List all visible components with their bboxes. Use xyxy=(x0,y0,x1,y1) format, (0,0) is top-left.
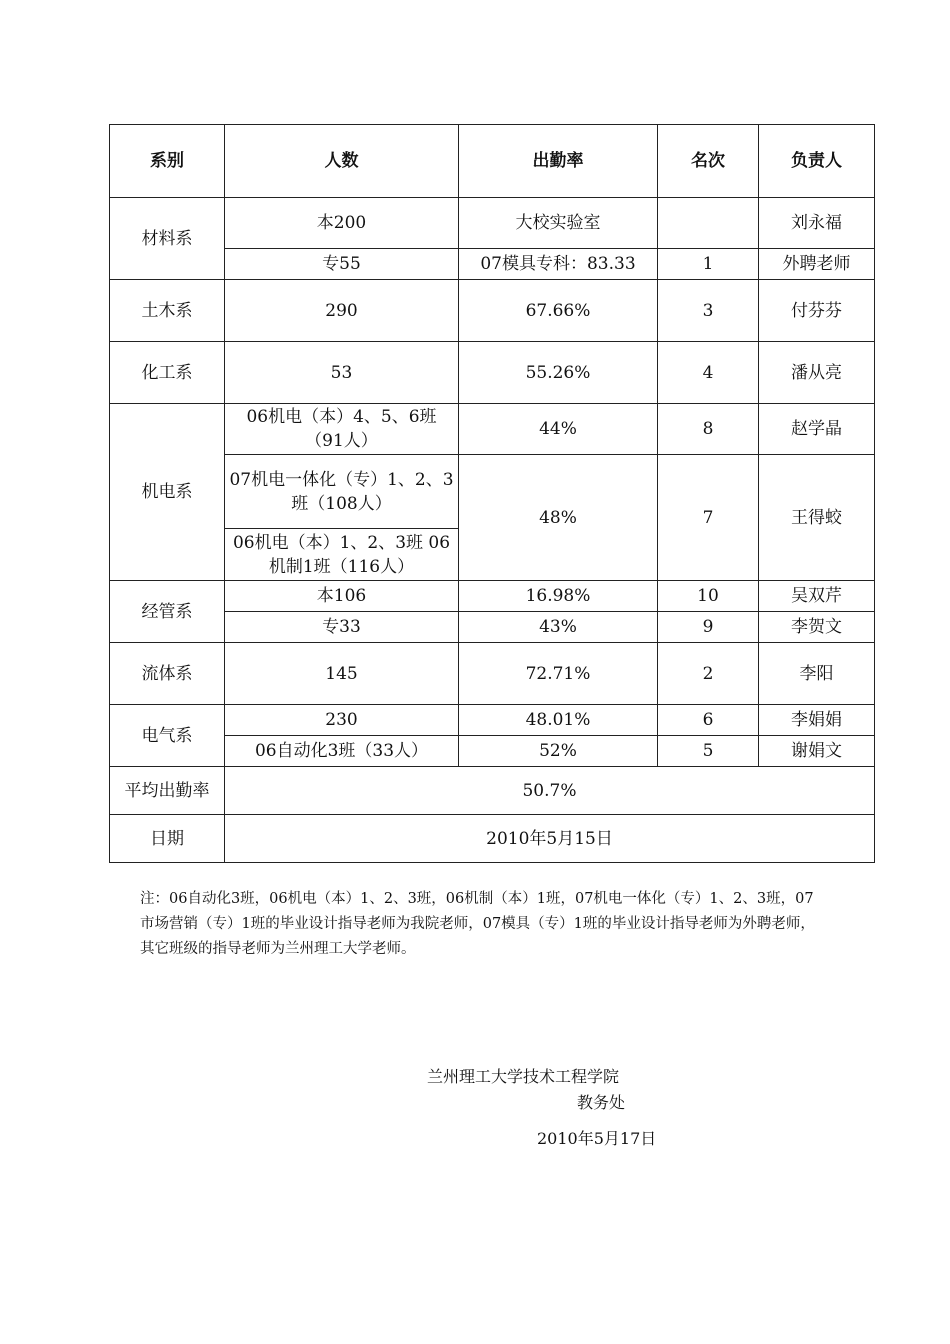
head-cell: 付芬芬 xyxy=(759,280,875,342)
rate-cell: 67.66% xyxy=(459,280,658,342)
table-row xyxy=(110,280,875,342)
count-cell: 290 xyxy=(225,280,459,342)
rate-cell: 72.71% xyxy=(459,643,658,705)
head-cell: 李贺文 xyxy=(759,612,875,643)
signature-office: 教务处 xyxy=(577,1093,626,1112)
head-cell: 刘永福 xyxy=(759,198,875,249)
head-cell: 李娟娟 xyxy=(759,705,875,736)
rate-cell: 48% xyxy=(459,455,658,581)
table-row xyxy=(110,736,875,767)
count-cell: 专55 xyxy=(225,249,459,280)
dept-cell: 材料系 xyxy=(110,198,225,280)
average-value: 50.7% xyxy=(225,767,875,815)
dept-cell: 流体系 xyxy=(110,643,225,705)
rate-cell: 大校实验室 xyxy=(459,198,658,249)
table-row xyxy=(110,249,875,280)
header-rate: 出勤率 xyxy=(459,125,658,198)
header-head: 负责人 xyxy=(759,125,875,198)
count-cell: 53 xyxy=(225,342,459,404)
dept-cell: 电气系 xyxy=(110,705,225,767)
table-row xyxy=(110,404,875,455)
table-row xyxy=(110,455,875,529)
table-row xyxy=(110,705,875,736)
table-row xyxy=(110,581,875,612)
rank-cell: 3 xyxy=(658,280,759,342)
table-row xyxy=(110,612,875,643)
date-value: 2010年5月15日 xyxy=(225,815,875,863)
rank-cell: 1 xyxy=(658,249,759,280)
table-row xyxy=(110,643,875,705)
rate-cell: 43% xyxy=(459,612,658,643)
rate-cell: 07模具专科：83.33 xyxy=(459,249,658,280)
rank-cell: 5 xyxy=(658,736,759,767)
head-cell: 赵学晶 xyxy=(759,404,875,455)
rate-cell: 48.01% xyxy=(459,705,658,736)
average-row xyxy=(110,767,875,815)
head-cell: 吴双芹 xyxy=(759,581,875,612)
table-row xyxy=(110,198,875,249)
rank-cell: 9 xyxy=(658,612,759,643)
dept-cell: 机电系 xyxy=(110,404,225,581)
rank-cell: 6 xyxy=(658,705,759,736)
head-cell: 李阳 xyxy=(759,643,875,705)
rank-cell: 10 xyxy=(658,581,759,612)
dept-cell: 土木系 xyxy=(110,280,225,342)
rank-cell: 4 xyxy=(658,342,759,404)
count-cell: 06自动化3班（33人） xyxy=(225,736,459,767)
count-cell: 本200 xyxy=(225,198,459,249)
average-label: 平均出勤率 xyxy=(110,767,225,815)
table-row xyxy=(110,342,875,404)
count-cell: 06机电（本）4、5、6班（91人） xyxy=(225,404,459,455)
signature-org: 兰州理工大学技术工程学院 xyxy=(427,1067,620,1086)
count-cell: 06机电（本）1、2、3班 06机制1班（116人） xyxy=(225,529,459,581)
rate-cell: 16.98% xyxy=(459,581,658,612)
header-count: 人数 xyxy=(225,125,459,198)
date-row xyxy=(110,815,875,863)
signature-date: 2010年5月17日 xyxy=(537,1129,657,1148)
rate-cell: 44% xyxy=(459,404,658,455)
rank-cell: 2 xyxy=(658,643,759,705)
count-cell: 230 xyxy=(225,705,459,736)
rank-cell: 8 xyxy=(658,404,759,455)
dept-cell: 化工系 xyxy=(110,342,225,404)
head-cell: 外聘老师 xyxy=(759,249,875,280)
count-cell: 专33 xyxy=(225,612,459,643)
header-dept: 系别 xyxy=(110,125,225,198)
footnote: 注：06自动化3班，06机电（本）1、2、3班，06机制（本）1班，07机电一体化（专）1、2、3班，07市场营销（专）1班的毕业设计指导老师为我院老师，07模具（专）1班的毕业设计指导老师为外聘老师，其它班级的指导老师为兰州理工大学老师。 xyxy=(140,891,815,957)
rate-cell: 52% xyxy=(459,736,658,767)
count-cell: 本106 xyxy=(225,581,459,612)
head-cell: 王得蛟 xyxy=(759,455,875,581)
count-cell: 07机电一体化（专）1、2、3班（108人） xyxy=(225,455,459,529)
rate-cell: 55.26% xyxy=(459,342,658,404)
head-cell: 谢娟文 xyxy=(759,736,875,767)
rank-cell xyxy=(658,198,759,249)
head-cell: 潘从亮 xyxy=(759,342,875,404)
header-rank: 名次 xyxy=(658,125,759,198)
count-cell: 145 xyxy=(225,643,459,705)
attendance-table xyxy=(109,124,875,863)
date-label: 日期 xyxy=(110,815,225,863)
dept-cell: 经管系 xyxy=(110,581,225,643)
header-row xyxy=(110,125,875,198)
rank-cell: 7 xyxy=(658,455,759,581)
